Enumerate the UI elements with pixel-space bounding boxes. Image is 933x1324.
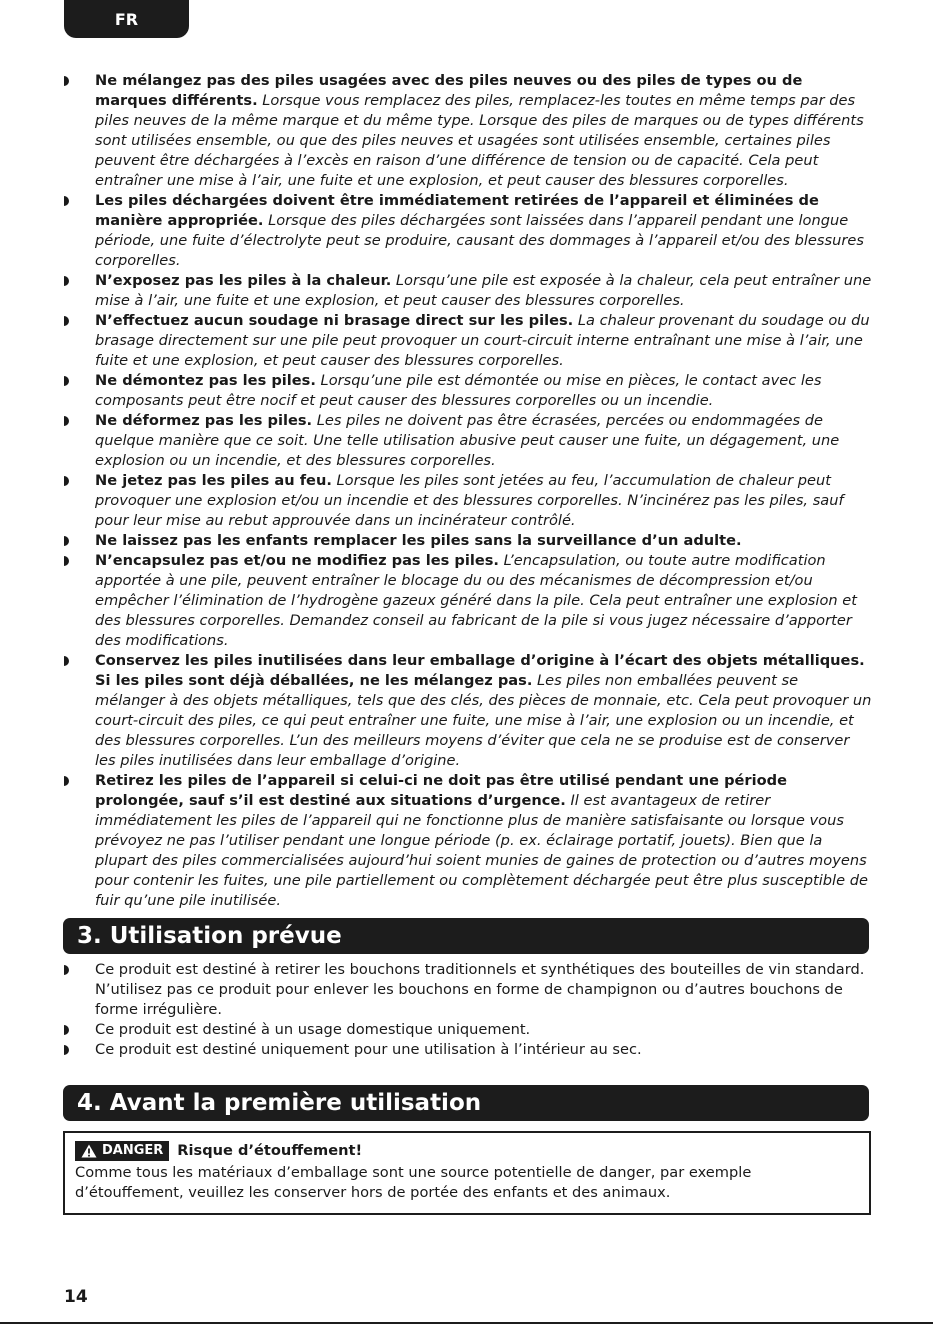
item-text: Lorsque les piles sont jetées au feu, l’accumulation de chaleur peut provoquer une explosion et/ou un incendie et des blessures corporelles. N’incinérez pas les piles, sauf pour leur mise au rebut approuvée dans un incinérateur contrôlé. [95,472,844,529]
bullet-icon [64,656,69,666]
item-text: Ce produit est destiné à retirer les bouchons traditionnels et synthétiques des bouteilles de vin standard. N’utilisez pas ce produit pour enlever les bouchons en forme de champignon ou d’autres bouchons de forme irrégulière. [95,961,865,1018]
item-heading: Ne démontez pas les piles. [95,372,316,389]
language-tab: FR [64,0,189,38]
item-heading: Ne jetez pas les piles au feu. [95,472,332,489]
item-text: Lorsque vous remplacez des piles, remplacez-les toutes en même temps par des piles neuves de la même marque et du même type. Lorsque des piles de marques ou de types différents sont utilisées ensemble, ou que des piles neuves et usagées sont utilisées ensemble, certaines piles peuvent être déchargées à l’excès en raison d’une différence de tension ou de capacité. Cela peut entraîner une mise à l’air, une fuite et une explosion, et peut causer des blessures corporelles. [95,92,864,189]
battery-safety-list [62,71,872,911]
danger-label: DANGER [102,1143,164,1158]
bullet-icon [64,965,69,975]
list-item [62,191,872,271]
item-text: Ce produit est destiné uniquement pour une utilisation à l’intérieur au sec. [95,1041,642,1058]
list-item [62,551,872,651]
bullet-icon [64,416,69,426]
bullet-icon [64,536,69,546]
item-text: Il est avantageux de retirer immédiatement les piles de l’appareil qui ne fonctionne plus de manière satisfaisante ou lorsque vous prévoyez ne pas l’utiliser pendant une longue période (p. ex. éclairage portatif, jouets). Bien que la plupart des piles commercialisées aujourd’hui soient munies de gaines de protection ou d’autres moyens pour contenir les fuites, une pile partiellement ou complètement déchargée peut être plus susceptible de fuir qu’une pile inutilisée. [95,792,868,909]
item-heading: Conservez les piles inutilisées dans leur emballage d’origine à l’écart des objets métalliques. Si les piles sont déjà déballées, ne les mélangez pas. [95,652,865,689]
list-item [62,1040,872,1060]
list-item [62,71,872,191]
bullet-icon [64,376,69,386]
item-heading: N’effectuez aucun soudage ni brasage direct sur les piles. [95,312,574,329]
item-heading: Ne déformez pas les piles. [95,412,313,429]
bullet-icon [64,776,69,786]
bullet-icon [64,1045,69,1055]
item-text: L’encapsulation, ou toute autre modification apportée à une pile, peuvent entraîner le blocage du ou des mécanismes de décompression et/ou empêcher l’élimination de l’hydrogène gazeux généré dans la pile. Cela peut entraîner une explosion et des blessures corporelles. Demandez conseil au fabricant de la pile si vous jugez nécessaire d’apporter des modifications. [95,552,857,649]
list-item [62,960,872,1020]
item-heading: Les piles déchargées doivent être immédiatement retirées de l’appareil et éliminées de manière appropriée. [95,192,819,229]
item-text: Lorsqu’une pile est exposée à la chaleur, cela peut entraîner une mise à l’air, une fuite et une explosion, et peut causer des blessures corporelles. [95,272,872,309]
list-item [62,311,872,371]
bullet-icon [64,276,69,286]
bullet-icon [64,196,69,206]
danger-text: Comme tous les matériaux d’emballage sont une source potentielle de danger, par exemple d’étouffement, veuillez les conserver hors de portée des enfants et des animaux. [75,1164,752,1201]
bullet-icon [64,1025,69,1035]
danger-notice [63,1131,871,1215]
item-text: Lorsqu’une pile est démontée ou mise en pièces, le contact avec les composants peut être nocif et peut causer des blessures corporelles ou un incendie. [95,372,822,409]
item-heading: Retirez les piles de l’appareil si celui-ci ne doit pas être utilisé pendant une période prolongée, sauf s’il est destiné aux situations d’urgence. [95,772,788,809]
list-item [62,411,872,471]
list-item [62,371,872,411]
list-item [62,271,872,311]
danger-title: Risque d’étouffement! [177,1142,363,1159]
item-text: Les piles ne doivent pas être écrasées, percées ou endommagées de quelque manière que ce soit. Une telle utilisation abusive peut causer une fuite, un dégagement, une explosion ou un incendie, et des blessures corporelles. [95,412,840,469]
item-text: Ce produit est destiné à un usage domestique uniquement. [95,1021,531,1038]
warning-triangle-icon [81,1144,97,1158]
item-heading: Ne mélangez pas des piles usagées avec des piles neuves ou des piles de types ou de marques différents. [95,72,803,109]
bullet-icon [64,76,69,86]
list-item [62,1020,872,1040]
bullet-icon [64,316,69,326]
list-item [62,771,872,911]
bullet-icon [64,476,69,486]
section-heading-intended-use: 3. Utilisation prévue [63,918,869,954]
danger-badge [75,1141,169,1161]
item-text: Les piles non emballées peuvent se mélanger à des objets métalliques, tels que des clés, des pièces de monnaie, etc. Cela peut provoquer un court-circuit des piles, ce qui peut entraîner une fuite, une mise à l’air, une explosion ou un incendie, et des blessures corporelles. L’un des meilleurs moyens d’éviter que cela ne se produise est de conserver les piles inutilisées dans leur emballage d’origine. [95,672,872,769]
item-heading: N’encapsulez pas et/ou ne modifiez pas les piles. [95,552,499,569]
bullet-icon [64,556,69,566]
item-heading: Ne laissez pas les enfants remplacer les piles sans la surveillance d’un adulte. [95,532,742,549]
intended-use-list [62,960,872,1060]
item-heading: N’exposez pas les piles à la chaleur. [95,272,392,289]
list-item [62,471,872,531]
item-text: La chaleur provenant du soudage ou du brasage directement sur une pile peut provoquer un court-circuit interne entraînant une mise à l’air, une fuite et une explosion, et peut causer des blessures corporelles. [95,312,870,369]
page-number: 14 [64,1287,88,1307]
list-item [62,531,872,551]
item-text: Lorsque des piles déchargées sont laissées dans l’appareil pendant une longue période, une fuite d’électrolyte peut se produire, causant des dommages à l’appareil et/ou des blessures corporelles. [95,212,864,269]
list-item [62,651,872,771]
section-heading-before-first-use: 4. Avant la première utilisation [63,1085,869,1121]
